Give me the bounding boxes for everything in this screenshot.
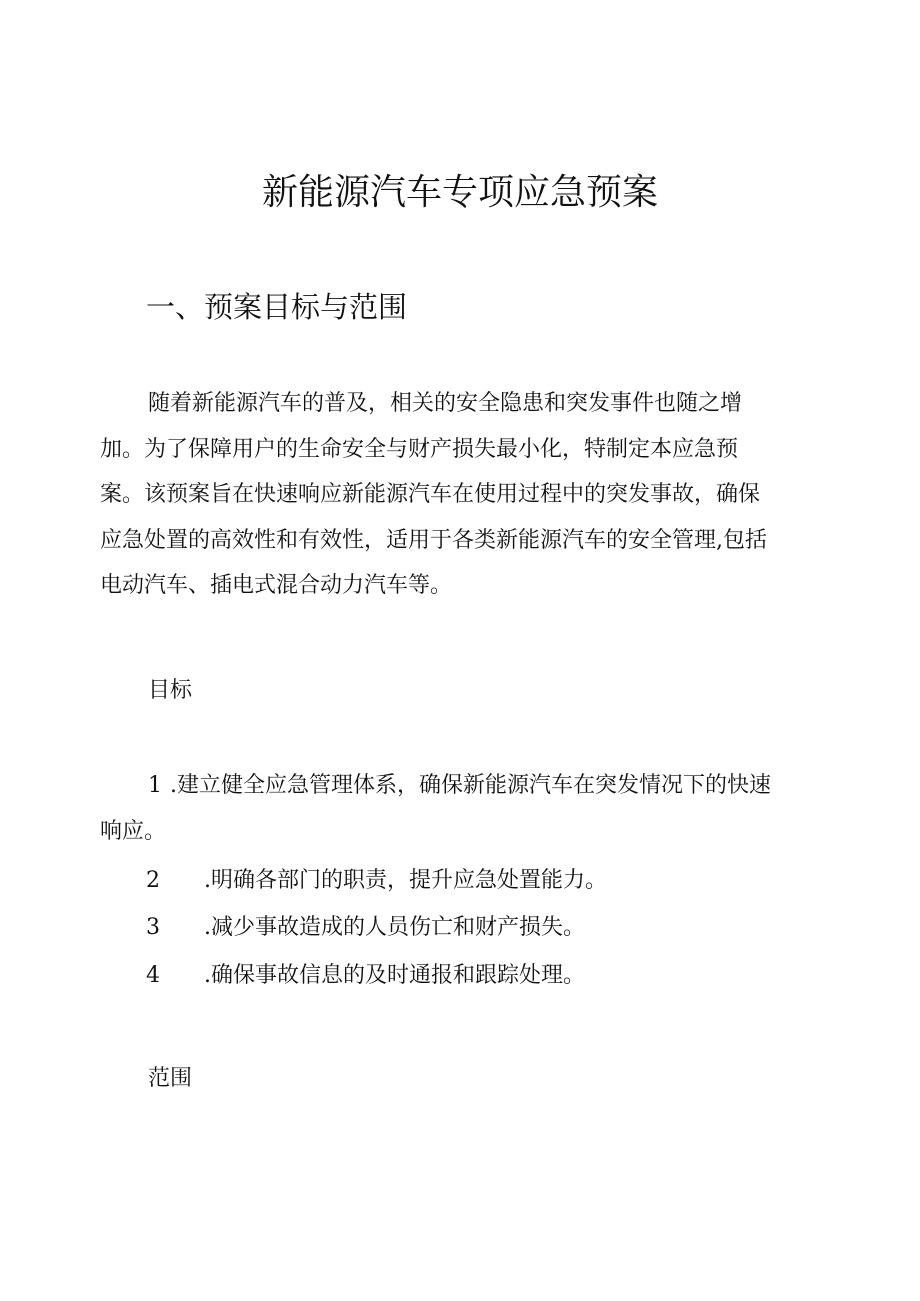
document-title: 新能源汽车专项应急预案: [261, 172, 658, 213]
goal-item-4: [146, 953, 585, 999]
goal-number: 3: [146, 915, 160, 940]
intro-paragraph: [100, 381, 820, 609]
scope-heading: 范围: [148, 1066, 193, 1091]
goal-number: 4: [146, 963, 160, 988]
section-heading: 一、预案目标与范围: [146, 290, 408, 324]
goal-text: .确保事故信息的及时通报和跟踪处理。: [204, 963, 585, 988]
goal-text-continued: 响应。: [100, 819, 167, 844]
intro-line: 加。为了保障用户的生命安全与财产损失最小化，特制定本应急预: [100, 436, 739, 462]
goal-item-1: [148, 763, 771, 809]
goal-text: .减少事故造成的人员伤亡和财产损失。: [204, 915, 585, 940]
goal-number: 1: [148, 773, 162, 798]
intro-line: 随着新能源汽车的普及，相关的安全隐患和突发事件也随之增: [148, 391, 743, 416]
goal-item-3: [146, 905, 585, 951]
intro-line: 案。该预案旨在快速响应新能源汽车在使用过程中的突发事故，确保: [100, 482, 761, 507]
intro-line: 应急处置的高效性和有效性，适用于各类新能源汽车的安全管理,包括: [100, 527, 767, 553]
goal-text: .明确各部门的职责，提升应急处置能力。: [204, 868, 607, 893]
goal-item-1-continued: [100, 809, 166, 855]
goals-heading: 目标: [148, 678, 193, 703]
intro-line: 电动汽车、插电式混合动力汽车等。: [100, 573, 453, 598]
goal-item-2: [146, 858, 607, 904]
goal-number: 2: [146, 868, 160, 893]
goal-text: .建立健全应急管理体系，确保新能源汽车在突发情况下的快速: [170, 773, 771, 798]
